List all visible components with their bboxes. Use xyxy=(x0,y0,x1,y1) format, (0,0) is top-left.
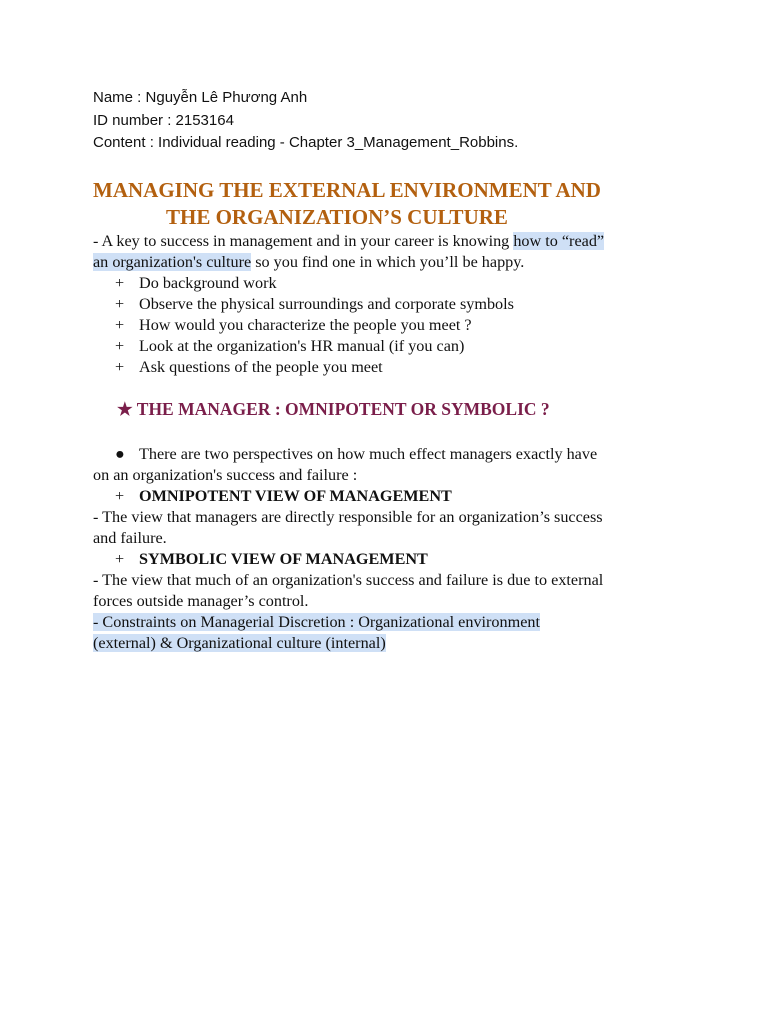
tip-item xyxy=(93,315,683,336)
student-info xyxy=(93,87,518,155)
plus-marker: + xyxy=(115,295,125,313)
constraints-text-2: (external) & Organizational culture (internal) xyxy=(93,634,386,652)
constraints-line-1 xyxy=(93,612,683,633)
symbolic-desc-1: - The view that much of an organization's success and failure is due to external xyxy=(93,571,604,589)
tip-text: How would you characterize the people you meet ? xyxy=(139,316,472,334)
bullet-marker: ● xyxy=(115,445,125,463)
intro-highlight-2: an organization's culture xyxy=(93,253,252,271)
title-line-2: THE ORGANIZATION’S CULTURE xyxy=(166,205,508,229)
omnipotent-desc-1: - The view that managers are directly responsible for an organization’s success xyxy=(93,508,603,526)
omnipotent-heading xyxy=(93,486,683,507)
document-title xyxy=(93,177,693,231)
perspectives-line-2: on an organization's success and failure : xyxy=(93,466,358,484)
tip-item xyxy=(93,357,683,378)
tip-text: Do background work xyxy=(139,274,277,292)
omnipotent-desc-2: and failure. xyxy=(93,529,167,547)
plus-marker: + xyxy=(115,316,125,334)
tip-item xyxy=(93,294,683,315)
plus-marker: + xyxy=(115,550,125,568)
symbolic-desc-2: forces outside manager’s control. xyxy=(93,592,309,610)
symbolic-label: SYMBOLIC VIEW OF MANAGEMENT xyxy=(139,550,428,568)
intro-highlight-1: how to “read” xyxy=(513,232,605,250)
name-line: Name : Nguyễn Lê Phương Anh xyxy=(93,89,308,106)
omnipotent-label: OMNIPOTENT VIEW OF MANAGEMENT xyxy=(139,487,452,505)
tip-item xyxy=(93,336,683,357)
plus-marker: + xyxy=(115,487,125,505)
document-body xyxy=(93,231,683,378)
title-line-1: MANAGING THE EXTERNAL ENVIRONMENT AND xyxy=(93,178,601,202)
intro-line-1 xyxy=(93,231,683,252)
tip-text: Observe the physical surroundings and corporate symbols xyxy=(139,295,514,313)
section-heading xyxy=(117,398,550,420)
plus-marker: + xyxy=(115,337,125,355)
star-icon: ★ xyxy=(117,399,133,419)
perspectives-line-1 xyxy=(93,444,683,465)
tip-text: Ask questions of the people you meet xyxy=(139,358,383,376)
intro-text-end: so you find one in which you’ll be happy. xyxy=(251,253,525,271)
plus-marker: + xyxy=(115,358,125,376)
tip-item xyxy=(93,273,683,294)
content-line: Content : Individual reading - Chapter 3_Management_Robbins. xyxy=(93,134,519,151)
constraints-text-1: - Constraints on Managerial Discretion : Organizational environment xyxy=(93,613,540,631)
plus-marker: + xyxy=(115,274,125,292)
id-line: ID number : 2153164 xyxy=(93,111,234,129)
perspectives-text-1: There are two perspectives on how much effect managers exactly have xyxy=(139,445,598,463)
section-heading-text: THE MANAGER : OMNIPOTENT OR SYMBOLIC ? xyxy=(136,399,550,419)
perspectives-block xyxy=(93,444,683,654)
tip-text: Look at the organization's HR manual (if you can) xyxy=(139,337,465,355)
symbolic-heading xyxy=(93,549,683,570)
intro-line-2 xyxy=(93,252,683,273)
intro-text: - A key to success in management and in your career is knowing xyxy=(93,232,514,250)
constraints-line-2 xyxy=(93,633,683,654)
